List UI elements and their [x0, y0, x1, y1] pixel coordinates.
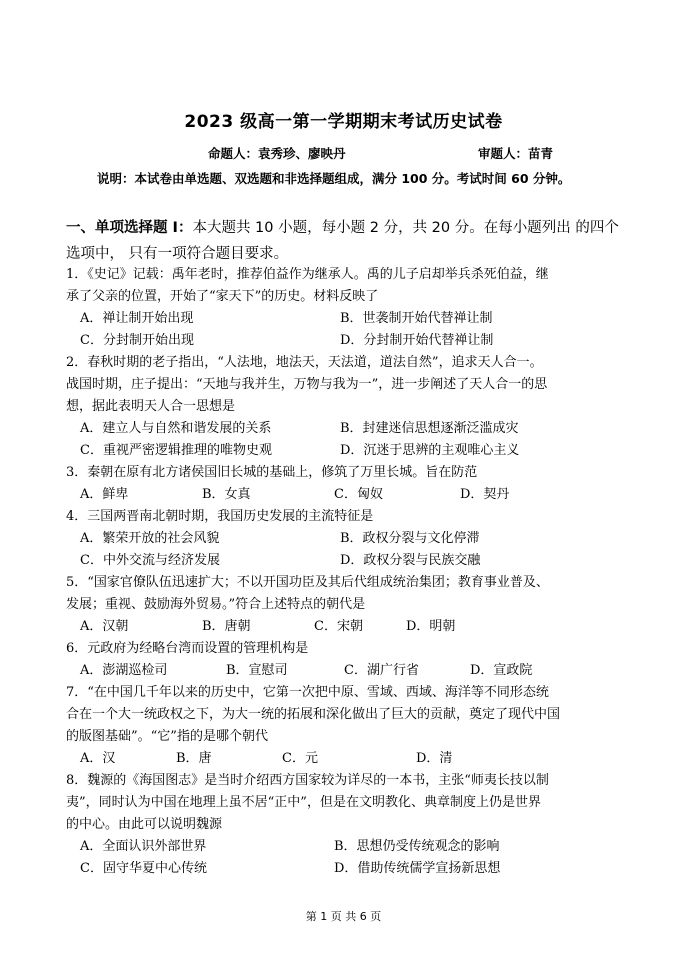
option-b[interactable]: B．封建迷信思想逐渐泛滥成灾 [340, 421, 519, 436]
option-a[interactable]: A．澎湖巡检司 [80, 663, 168, 678]
options-row [66, 616, 626, 638]
question-7 [66, 682, 626, 770]
option-a[interactable]: A．建立人与自然和谐发展的关系 [80, 421, 272, 436]
question-text: 2．春秋时期的老子指出，“人法地，地法天，天法道，道法自然”，追求天人合一。 [66, 355, 543, 370]
options-row [66, 330, 626, 352]
option-d[interactable]: D．沉迷于思辨的主观唯心主义 [340, 443, 520, 458]
section-title: 一、单项选择题 I： [66, 220, 193, 236]
options-row [66, 308, 626, 330]
option-d[interactable]: D．明朝 [406, 619, 456, 634]
option-a[interactable]: A．全面认识外部世界 [80, 839, 207, 854]
option-c[interactable]: C．湖广行省 [344, 663, 419, 678]
question-text: 想，据此表明天人合一思想是 [66, 399, 236, 414]
option-c[interactable]: C．重视严密逻辑推理的唯物史观 [80, 443, 272, 458]
options-row [66, 858, 626, 880]
option-a[interactable]: A．汉 [80, 751, 116, 766]
question-text: 3．秦朝在原有北方诸侯国旧长城的基础上，修筑了万里长城。旨在防范 [66, 465, 478, 480]
question-1 [66, 264, 626, 352]
option-b[interactable]: B．女真 [202, 487, 251, 502]
question-text: 的中心。由此可以说明魏源 [66, 817, 223, 832]
question-text: 合在一个大一统政权之下，为大一统的拓展和深化做出了巨大的贡献，奠定了现代中国 [66, 707, 561, 722]
question-text: 4．三国两晋南北朝时期，我国历史发展的主流特征是 [66, 509, 374, 524]
option-b[interactable]: B．世袭制开始代替禅让制 [340, 311, 493, 326]
question-3 [66, 462, 626, 506]
option-d[interactable]: D．借助传统儒学宣扬新思想 [334, 861, 501, 876]
option-d[interactable]: D．宣政院 [470, 663, 533, 678]
option-d[interactable]: D．政权分裂与民族交融 [340, 553, 481, 568]
reviewer: 审题人：苗青 [478, 146, 554, 161]
question-4 [66, 506, 626, 572]
option-d[interactable]: D．分封制开始代替禅让制 [340, 333, 494, 348]
option-c[interactable]: C．中外交流与经济发展 [80, 553, 220, 568]
question-text: 6．元政府为经略台湾而设置的管理机构是 [66, 641, 309, 656]
section-text-1: 本大题共 10 小题，每小题 2 分，共 20 分。在每小题列出 的四个 [192, 220, 619, 236]
question-6 [66, 638, 626, 682]
exam-title: 2023 级高一第一学期期末考试历史试卷 [184, 112, 503, 132]
option-a[interactable]: A．繁荣开放的社会风貌 [80, 531, 220, 546]
question-text: 承了父亲的位置，开始了“家天下”的历史。材料反映了 [66, 289, 379, 304]
authors-line [208, 144, 588, 162]
option-b[interactable]: B．唐 [176, 751, 212, 766]
option-c[interactable]: C．元 [282, 751, 318, 766]
question-8 [66, 770, 626, 880]
options-row [66, 528, 626, 550]
question-makers: 命题人：袁秀珍、廖映丹 [208, 146, 346, 161]
options-row [66, 550, 626, 572]
option-c[interactable]: C．分封制开始出现 [80, 333, 194, 348]
section-heading [66, 215, 626, 267]
question-text: 发展；重视、鼓励海外贸易。”符合上述特点的朝代是 [66, 597, 366, 612]
option-c[interactable]: C．匈奴 [334, 487, 383, 502]
options-row [66, 484, 626, 506]
exam-instructions: 说明：本试卷由单选题、双选题和非选择题组成，满分 100 分。考试时间 60 分钟。 [97, 171, 571, 186]
option-a[interactable]: A．汉朝 [80, 619, 129, 634]
question-text: 8．魏源的《海国图志》是当时介绍西方国家较为详尽的一本书，主张“师夷长技以制 [66, 773, 549, 788]
options-row [66, 836, 626, 858]
option-b[interactable]: B．宣慰司 [226, 663, 288, 678]
option-b[interactable]: B．思想仍受传统观念的影响 [334, 839, 500, 854]
option-c[interactable]: C．固守华夏中心传统 [80, 861, 207, 876]
options-row [66, 748, 626, 770]
question-text: 7．“在中国几千年以来的历史中，它第一次把中原、雪域、西域、海洋等不同形态统 [66, 685, 549, 700]
option-a[interactable]: A．禅让制开始出现 [80, 311, 194, 326]
question-text: 5．“国家官僚队伍迅速扩大；不以开国功臣及其后代组成统治集团；教育事业普及、 [66, 575, 549, 590]
section-text-2: 选项中， 只有一项符合题目要求。 [66, 246, 289, 262]
options-row [66, 418, 626, 440]
option-d[interactable]: D．清 [416, 751, 453, 766]
question-text: 1．《史记》记载：禹年老时，推荐伯益作为继承人。禹的儿子启却举兵杀死伯益，继 [66, 267, 549, 282]
option-d[interactable]: D．契丹 [460, 487, 510, 502]
option-b[interactable]: B．政权分裂与文化停滞 [340, 531, 480, 546]
option-c[interactable]: C．宋朝 [314, 619, 363, 634]
question-2 [66, 352, 626, 462]
option-a[interactable]: A．鲜卑 [80, 487, 129, 502]
page-number: 第 1 页 共 6 页 [305, 910, 382, 923]
option-b[interactable]: B．唐朝 [202, 619, 251, 634]
question-5 [66, 572, 626, 638]
question-text: 的版图基础”。“它”指的是哪个朝代 [66, 729, 268, 744]
question-text: 战国时期，庄子提出：“天地与我并生，万物与我为一”，进一步阐述了天人合一的思 [66, 377, 548, 392]
options-row [66, 660, 626, 682]
options-row [66, 440, 626, 462]
question-text: 夷”，同时认为中国在地理上虽不居“正中”，但是在文明教化、典章制度上仍是世界 [66, 795, 541, 810]
